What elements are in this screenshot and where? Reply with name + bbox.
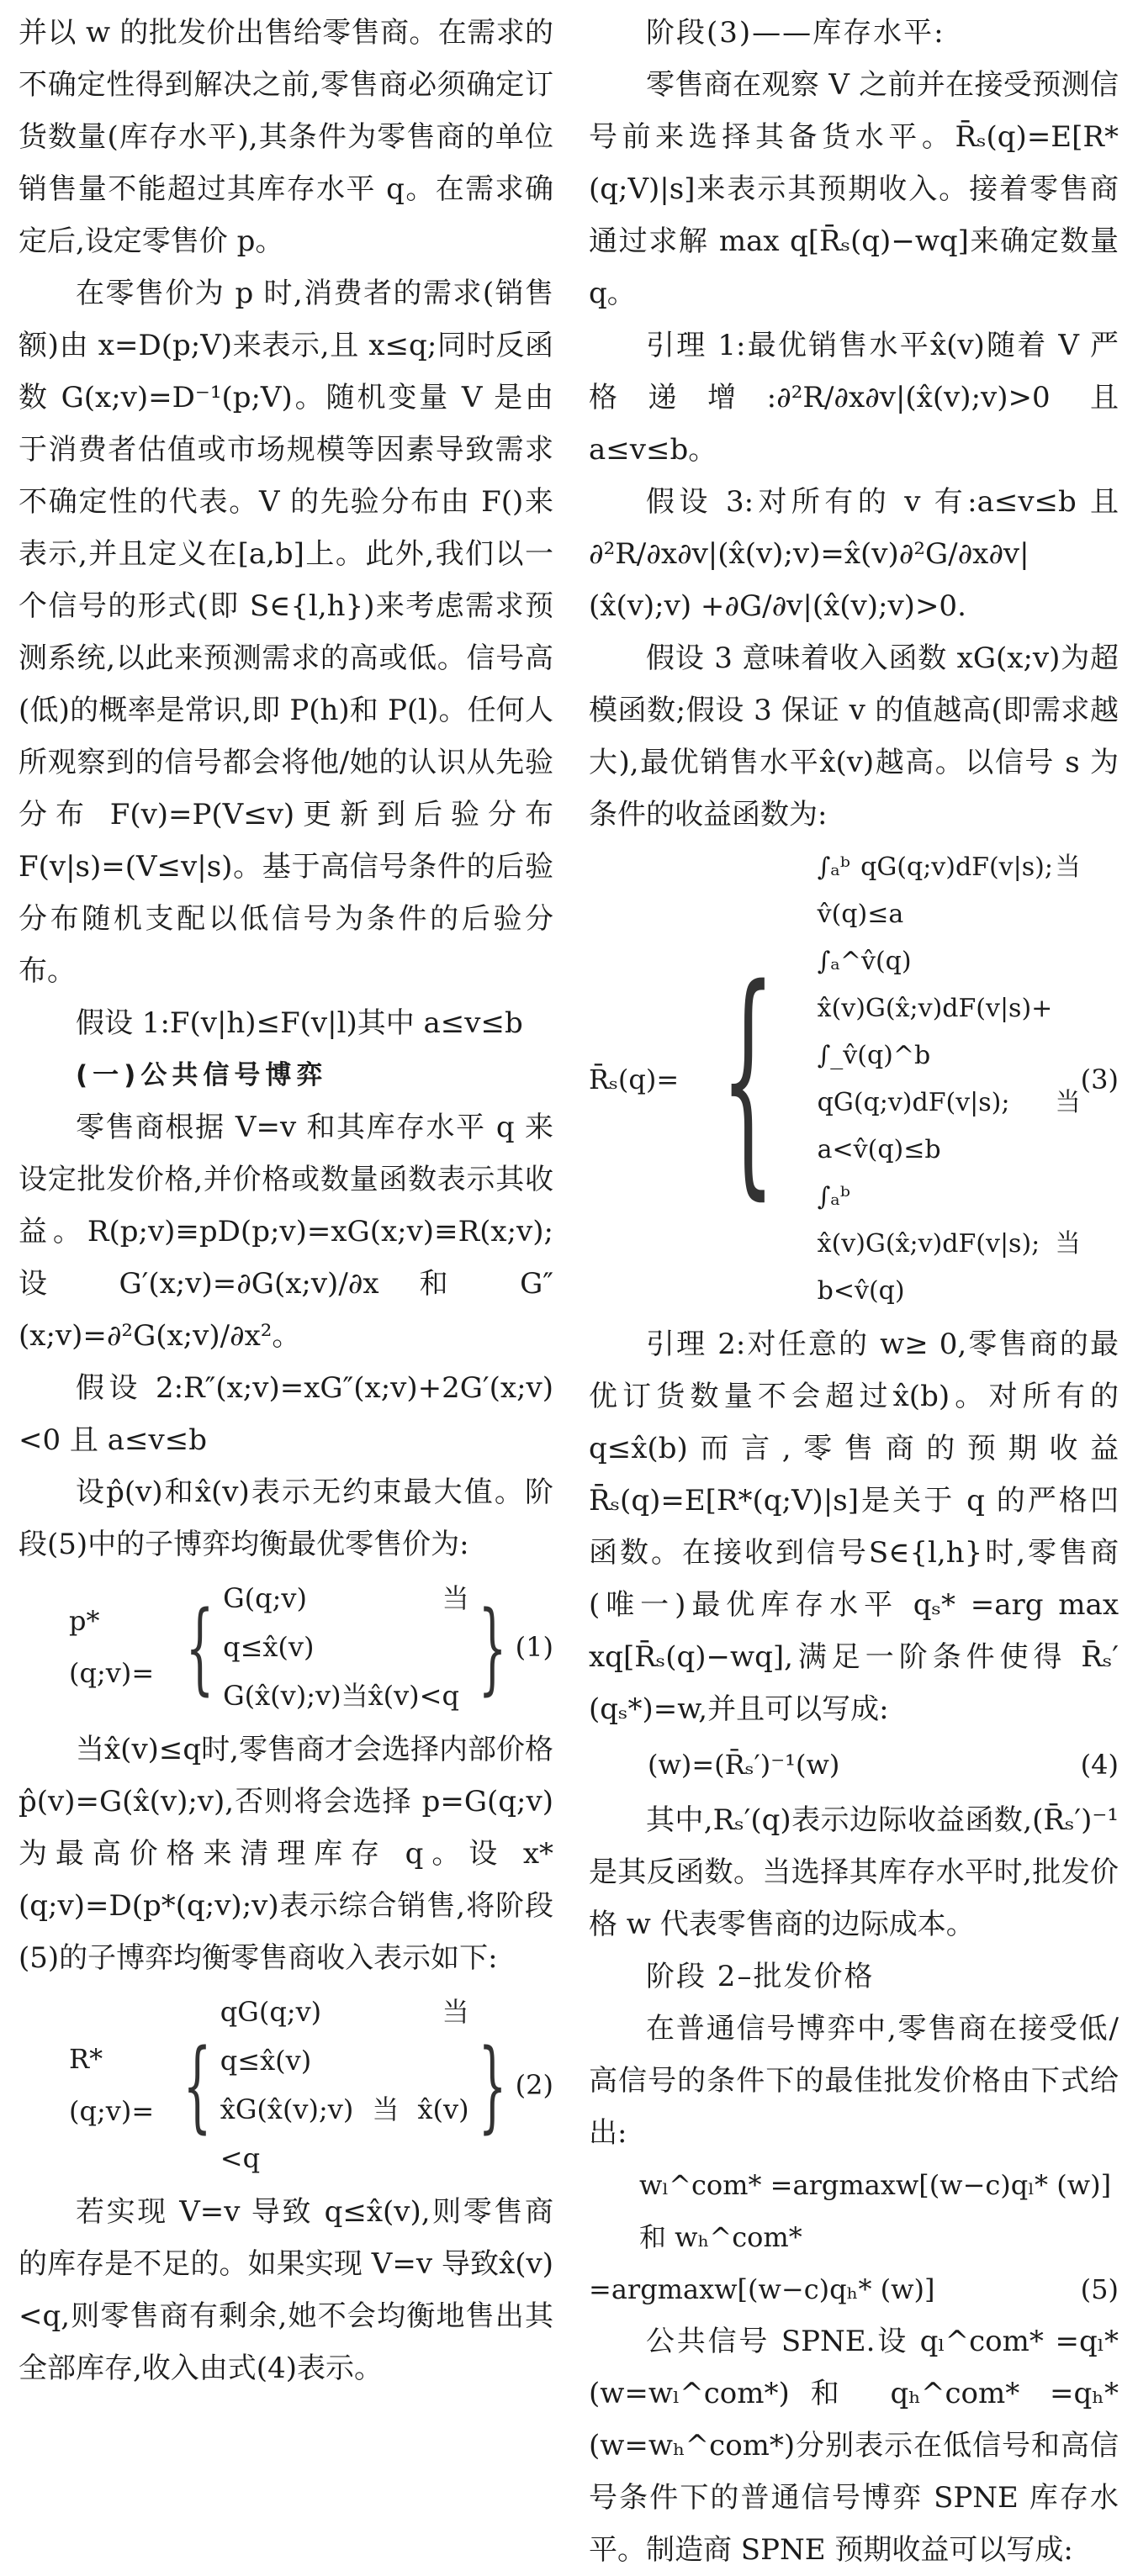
equation-lhs: R*(q;v)= [69, 2043, 155, 2127]
equation-number: (3) [1080, 1064, 1119, 1095]
left-brace: { [721, 937, 775, 1221]
paragraph: 在零售价为 p 时,消费者的需求(销售额)由 x=D(p;V)来表示,且 x≤q;同时反函数 G(x;v)=D⁻¹(p;V)。随机变量 V 是由于消费者估值或市场规模等因素导致需求不确定性的代表。V 的先验分布由 F()来表示,并且定义在[a,b]上。此外,我们以一个信号的形式(即 S∈{l,h})来考虑需求预测系统,以此来预测需求的高或低。信号高(低)的概率是常识,即 P(h)和 P(l)。任何人所观察到的信号都会将他/她的认识从先验分布 F(v)=P(V≤v)更新到后验分布 F(v|s)=(V≤v|s)。基于高信号条件的后验分布随机支配以低信号为条件的后验分布。 [19, 277, 553, 988]
paragraph: 公共信号 SPNE.设 qₗ^com* =qₗ* (w=wₗ^com*)和 qₕ^com* =qₕ* (w=wₕ^com*)分别表示在低信号和高信号条件下的普通信号博弈 SPNE 库存水平。制造商 SPNE 预期收益可以写成: [589, 2325, 1119, 2567]
equation-case: x̂G(x̂(v);v)当x̂(v)<q [220, 2093, 469, 2174]
assumption-2: 假设 2:R″(x;v)=xG″(x;v)+2G′(x;v)<0 且 a≤v≤b [19, 1371, 553, 1457]
assumption-1: 假设 1:F(v|h)≤F(v|l)其中 a≤v≤b [76, 1006, 523, 1040]
equation-case: ∫ₐᵇ qG(q;v)dF(v|s);当v̂(q)≤a [817, 853, 1081, 929]
equation-number: (2) [515, 2069, 553, 2101]
equation-case: qG(q;v) 当 q≤x̂(v) [220, 1996, 469, 2077]
equation-lhs: p*(q;v)= [69, 1605, 155, 1689]
equation-line: wₗ^com* =argmaxw[(w−c)qₗ* (w)]和 wₕ^com* [639, 2169, 1112, 2253]
paragraph: 设p̂(v)和x̂(v)表示无约束最大值。阶段(5)中的子博弈均衡最优零售价为: [19, 1475, 553, 1561]
equation-body: (w)=(R̄ₛ′)⁻¹(w) [648, 1749, 840, 1781]
paragraph: 当x̂(v)≤q时,零售商才会选择内部价格p̂(v)=G(x̂(v);v),否则将会选择 p=G(q;v)为最高价格来清理库存 q。设 x*(q;v)=D(p*(q;v);v)表示综合销售,将阶段(5)的子博弈均衡零售商收入表示如下: [19, 1733, 553, 1975]
paragraph: 零售商在观察 V 之前并在接受预测信号前来选择其备货水平。R̄ₛ(q)=E[R*(q;V)|s]来表示其预期收入。接着零售商通过求解 max q[R̄ₛ(q)−wq]来确定数量 q。 [589, 68, 1119, 310]
equation-line: =argmaxw[(w−c)qₕ* (w)] [589, 2273, 935, 2305]
equation-case: G(x̂(v);v)当x̂(v)<q [223, 1680, 459, 1712]
equation-number: (4) [1080, 1749, 1119, 1781]
right-column [589, 7, 1119, 2576]
equation-case: ∫ₐᵇ x̂(v)G(x̂;v)dF(v|s);当 b<v̂(q) [817, 1182, 1081, 1306]
assumption-3: 假设 3:对所有的 v 有:a≤v≤b 且∂²R/∂x∂v|(x̂(v);v)=x̂(v)∂²G/∂x∂v|(x̂(v);v) +∂G/∂v|(x̂(v);v)>0. [589, 485, 1119, 623]
equation-case: qG(q;v)dF(v|s);当 a<v̂(q)≤b [817, 1088, 1081, 1164]
section-heading: (一)公共信号博弈 [76, 1060, 328, 1090]
equation-case: ∫ₐ^v̂(q) x̂(v)G(x̂;v)dF(v|s)+ ∫_v̂(q)^b [817, 947, 1053, 1070]
paragraph: 其中,Rₛ′(q)表示边际收益函数,(R̄ₛ′)⁻¹是其反函数。当选择其库存水平时,批发价格 w 代表零售商的边际成本。 [589, 1803, 1119, 1941]
paragraph: 假设 3 意味着收入函数 xG(x;v)为超模函数;假设 3 保证 v 的值越高(即需求越大),最优销售水平x̂(v)越高。以信号 s 为条件的收益函数为: [589, 641, 1119, 831]
paragraph: 并以 w 的批发价出售给零售商。在需求的不确定性得到解决之前,零售商必须确定订货数量(库存水平),其条件为零售商的单位销售量不能超过其库存水平 q。在需求确定后,设定零售价 p。 [19, 16, 553, 258]
equation-5 [589, 2159, 1119, 2315]
paragraph: 在普通信号博弈中,零售商在接受低/高信号的条件下的最佳批发价格由下式给出: [589, 2012, 1119, 2150]
paragraph: 零售商根据 V=v 和其库存水平 q 来设定批发价格,并价格或数量函数表示其收益。R(p;v)≡pD(p;v)=xG(x;v)≡R(x;v);设 G′(x;v)=∂G(x;v)/∂x 和 G″(x;v)=∂²G(x;v)/∂x²。 [19, 1111, 553, 1353]
equation-1 [19, 1574, 553, 1720]
equation-number: (5) [1080, 2273, 1119, 2305]
paragraph: 若实现 V=v 导致 q≤x̂(v),则零售商的库存是不足的。如果实现 V=v 导致x̂(v)<q,则零售商有剩余,她不会均衡地售出其全部库存,收入由式(4)表示。 [19, 2195, 553, 2385]
equation-2 [19, 1987, 553, 2183]
equation-4 [589, 1739, 1119, 1791]
equation-number: (1) [515, 1631, 553, 1663]
left-brace: { [183, 2027, 212, 2143]
lemma-2: 引理 2:对任意的 w≥ 0,零售商的最优订货数量不会超过x̂(b)。对所有的 q≤x̂(b)而言,零售商的预期收益 R̄ₛ(q)=E[R*(q;V)|s]是关于 q 的严格凹函数。在接收到信号S∈{l,h}时,零售商(唯一)最优库存水平 qₛ* =arg max xq[R̄ₛ(q)−wq],满足一阶条件使得 R̄ₛ′(qₛ*)=w,并且可以写成: [589, 1328, 1119, 1726]
left-column [19, 7, 553, 2394]
stage-heading: 阶段 2–批发价格 [646, 1960, 875, 1993]
stage-heading: 阶段(3)——库存水平: [646, 16, 945, 50]
right-brace: } [478, 1589, 507, 1705]
equation-case: G(q;v) 当 q≤x̂(v) [223, 1582, 469, 1663]
lemma-1: 引理 1:最优销售水平x̂(v)随着 V 严格递增:∂²R/∂x∂v|(x̂(v);v)>0 且 a≤v≤b。 [589, 329, 1119, 467]
equation-lhs: R̄ₛ(q)= [589, 1064, 680, 1095]
equation-3 [589, 844, 1119, 1315]
right-brace: } [478, 2027, 507, 2143]
left-brace: { [185, 1589, 214, 1705]
